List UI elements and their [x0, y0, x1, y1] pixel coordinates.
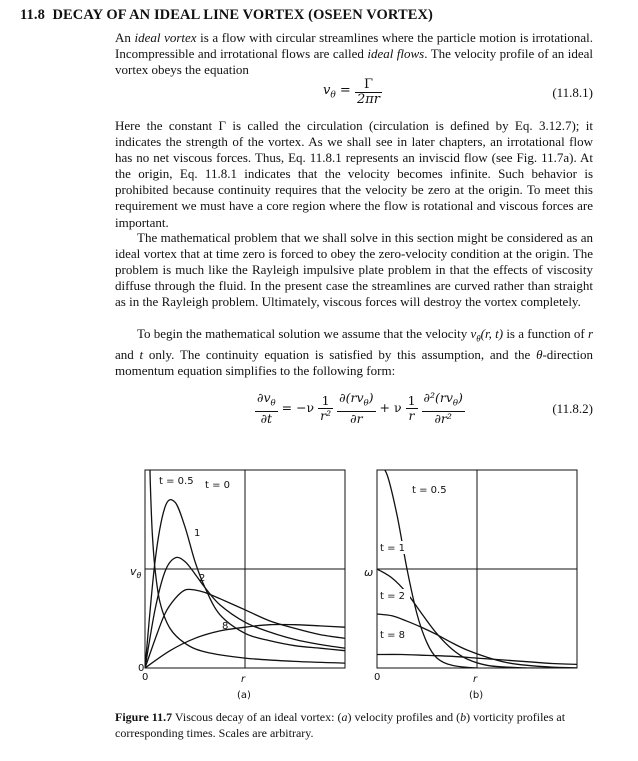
paragraph-mathematical-problem: The mathematical problem that we shall solve in this section might be considered as an ideal vortex that at time zero is forced to obey the zero-velocity condition at the origin. The problem is much like the Rayleigh impulsive plate problem in that the effects of viscosity diffuse through the fluid. In the present case the streamlines are curved rather than straight as in the Rayleigh problem. Ultimately, viscous forces will destroy the vortex completely. — [115, 230, 593, 310]
equation-11-8-1: $v_\theta$ = $\frac{\Gamma}{2\pi r}$ (11.8.1) — [323, 77, 593, 107]
panel-a-frame — [145, 470, 345, 668]
panel-a-origin-y: 0 — [138, 663, 145, 674]
caption-label: Figure 11.7 — [115, 710, 173, 724]
paragraph-solution: To begin the mathematical solution we assume that the velocity $v_\theta(r$, t) is a function of r and t only. The continuity equation is satisfied by this assumption, and the θ-direction momentum equation simplifies to the following form: — [115, 326, 593, 378]
section-title: DECAY OF AN IDEAL LINE VORTEX (OSEEN VORTEX) — [52, 7, 433, 23]
section-heading — [20, 7, 433, 24]
curve-label-b-t2: t = 2 — [380, 591, 406, 602]
curve-label-a-t0: t = 0 — [205, 480, 231, 491]
panel-b-y-label: ω — [364, 566, 374, 579]
curve-label-b-t1: t = 1 — [380, 543, 406, 554]
panel-a-origin-x: 0 — [142, 672, 149, 683]
panel-a-sublabel: (a) — [237, 690, 251, 701]
panel-b-sublabel: (b) — [469, 690, 484, 701]
curve-label-a-8: 8 — [222, 621, 229, 632]
paragraph-circulation: Here the constant Γ is called the circulation (circulation is defined by Eq. 3.12.7); it indicates the strength of the vortex. As we shall see in later chapters, an irrotational flow has no net viscous forces. Thus, Eq. 11.8.1 represents an inviscid flow (see Fig. 11.7a). At the origin, Eq. 11.8.1 indicates that the velocity becomes infinite. Such behavior is prohibited because continuity requires that the velocity be zero at the origin. To meet this requirement we must have a core region where the flow is rotational and viscous forces are important. — [115, 118, 593, 230]
figure-caption: Figure 11.7 Viscous decay of an ideal vortex: (a) velocity profiles and (b) vorticity profiles at corresponding times. Scales are arbitrary. — [115, 710, 566, 740]
curve-label-b-t8: t = 8 — [380, 630, 406, 641]
equation-number-2: (11.8.2) — [552, 401, 593, 416]
curve-label-a-1: 1 — [194, 528, 201, 539]
section-number: 11.8 — [20, 7, 45, 23]
panel-a-y-label: $v_\theta$ — [130, 565, 142, 580]
curve-a-t-0 — [148, 462, 345, 663]
equation-number-1: (11.8.1) — [552, 85, 593, 100]
term-ideal-flows: ideal flows — [367, 46, 425, 62]
curve-label-b-t0-5: t = 0.5 — [412, 485, 447, 496]
equation-11-8-2: $\frac{\partial v_\theta}{\partial t}$ = −ν $\frac{1}{\text{r²}}$ $\frac{\partial(rv_\theta)}{\partial r}$ + ν $\frac{1}{r}$ $\frac{\partial^2(rv_\theta)}{\text{∂r²}}$ (11.8.2) — [257, 390, 593, 426]
panel-b-origin: 0 — [374, 672, 381, 683]
panel-b-x-label: r — [473, 674, 478, 685]
term-ideal-vortex: ideal vortex — [134, 30, 197, 45]
curve-label-a-2: 2 — [199, 573, 206, 584]
panel-a-x-label: r — [241, 674, 246, 685]
figure-11-7 — [0, 462, 638, 702]
curve-label-a-t0-5: t = 0.5 — [159, 476, 194, 487]
intro-paragraph: An ideal vortex is a flow with circular streamlines where the particle motion is irrotational. Incompressible and irrotational flows are called ideal flows. The velocity profile of an ideal vortex obeys the equation — [115, 30, 593, 78]
